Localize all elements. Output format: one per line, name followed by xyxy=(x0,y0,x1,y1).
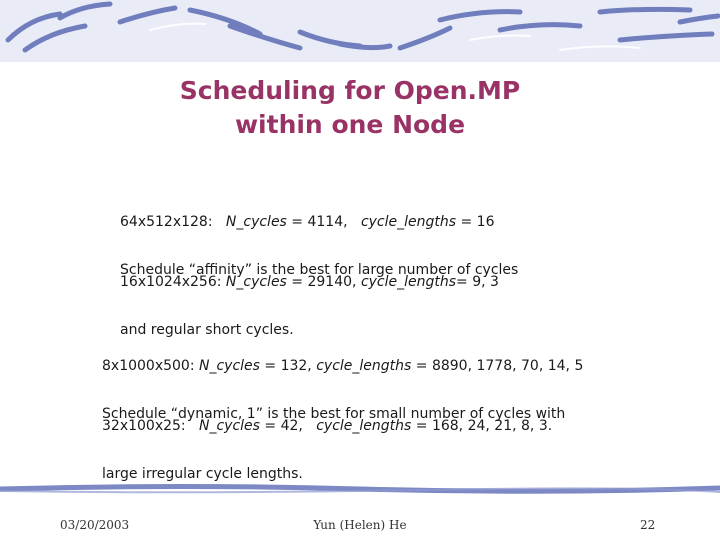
note-line: Schedule “affinity” is the best for large number of cycles xyxy=(120,262,519,278)
ncycles-value: = 132, xyxy=(259,358,312,374)
title-line-1: Scheduling for Open.MP xyxy=(179,76,521,105)
cycle-lengths-value: = 9, 3 xyxy=(456,274,499,290)
grid-size: 32x100x25: xyxy=(102,418,186,434)
ncycles-value: = 4114, xyxy=(286,214,348,230)
cycle-lengths-value: = 168, 24, 21, 8, 3. xyxy=(411,418,553,434)
footer-date: 03/20/2003 xyxy=(60,518,130,532)
cycle-lengths-value: = 16 xyxy=(456,214,495,230)
grid-size: 16x1024x256: xyxy=(120,274,222,290)
cycle-lengths-label: cycle_lengths xyxy=(360,274,457,290)
cycle-lengths-label: cycle_lengths xyxy=(316,358,412,374)
ncycles-label: N_cycles xyxy=(225,274,287,290)
footer-author: Yun (Helen) He xyxy=(313,518,407,532)
slide-title xyxy=(120,74,580,142)
cycle-lengths-value: = 8890, 1778, 70, 14, 5 xyxy=(411,358,584,374)
note-line: Schedule “dynamic, 1” is the best for small number of cycles with xyxy=(102,406,566,422)
header-brush-decoration xyxy=(0,0,720,62)
ncycles-value: = 42, xyxy=(259,418,303,434)
ncycles-value: = 29140, xyxy=(286,274,357,290)
note-line: large irregular cycle lengths. xyxy=(102,466,303,482)
ncycles-label: N_cycles xyxy=(225,214,287,230)
cycle-lengths-label: cycle_lengths xyxy=(316,418,412,434)
note-line: and regular short cycles. xyxy=(120,322,294,338)
title-line-2: within one Node xyxy=(234,110,466,139)
page-number: 22 xyxy=(640,518,656,532)
grid-size: 8x1000x500: xyxy=(102,358,195,374)
footer-brush-divider xyxy=(0,482,720,496)
cycle-lengths-label: cycle_lengths xyxy=(360,214,457,230)
ncycles-label: N_cycles xyxy=(199,358,260,374)
ncycles-label: N_cycles xyxy=(199,418,260,434)
grid-size: 64x512x128: xyxy=(120,214,213,230)
